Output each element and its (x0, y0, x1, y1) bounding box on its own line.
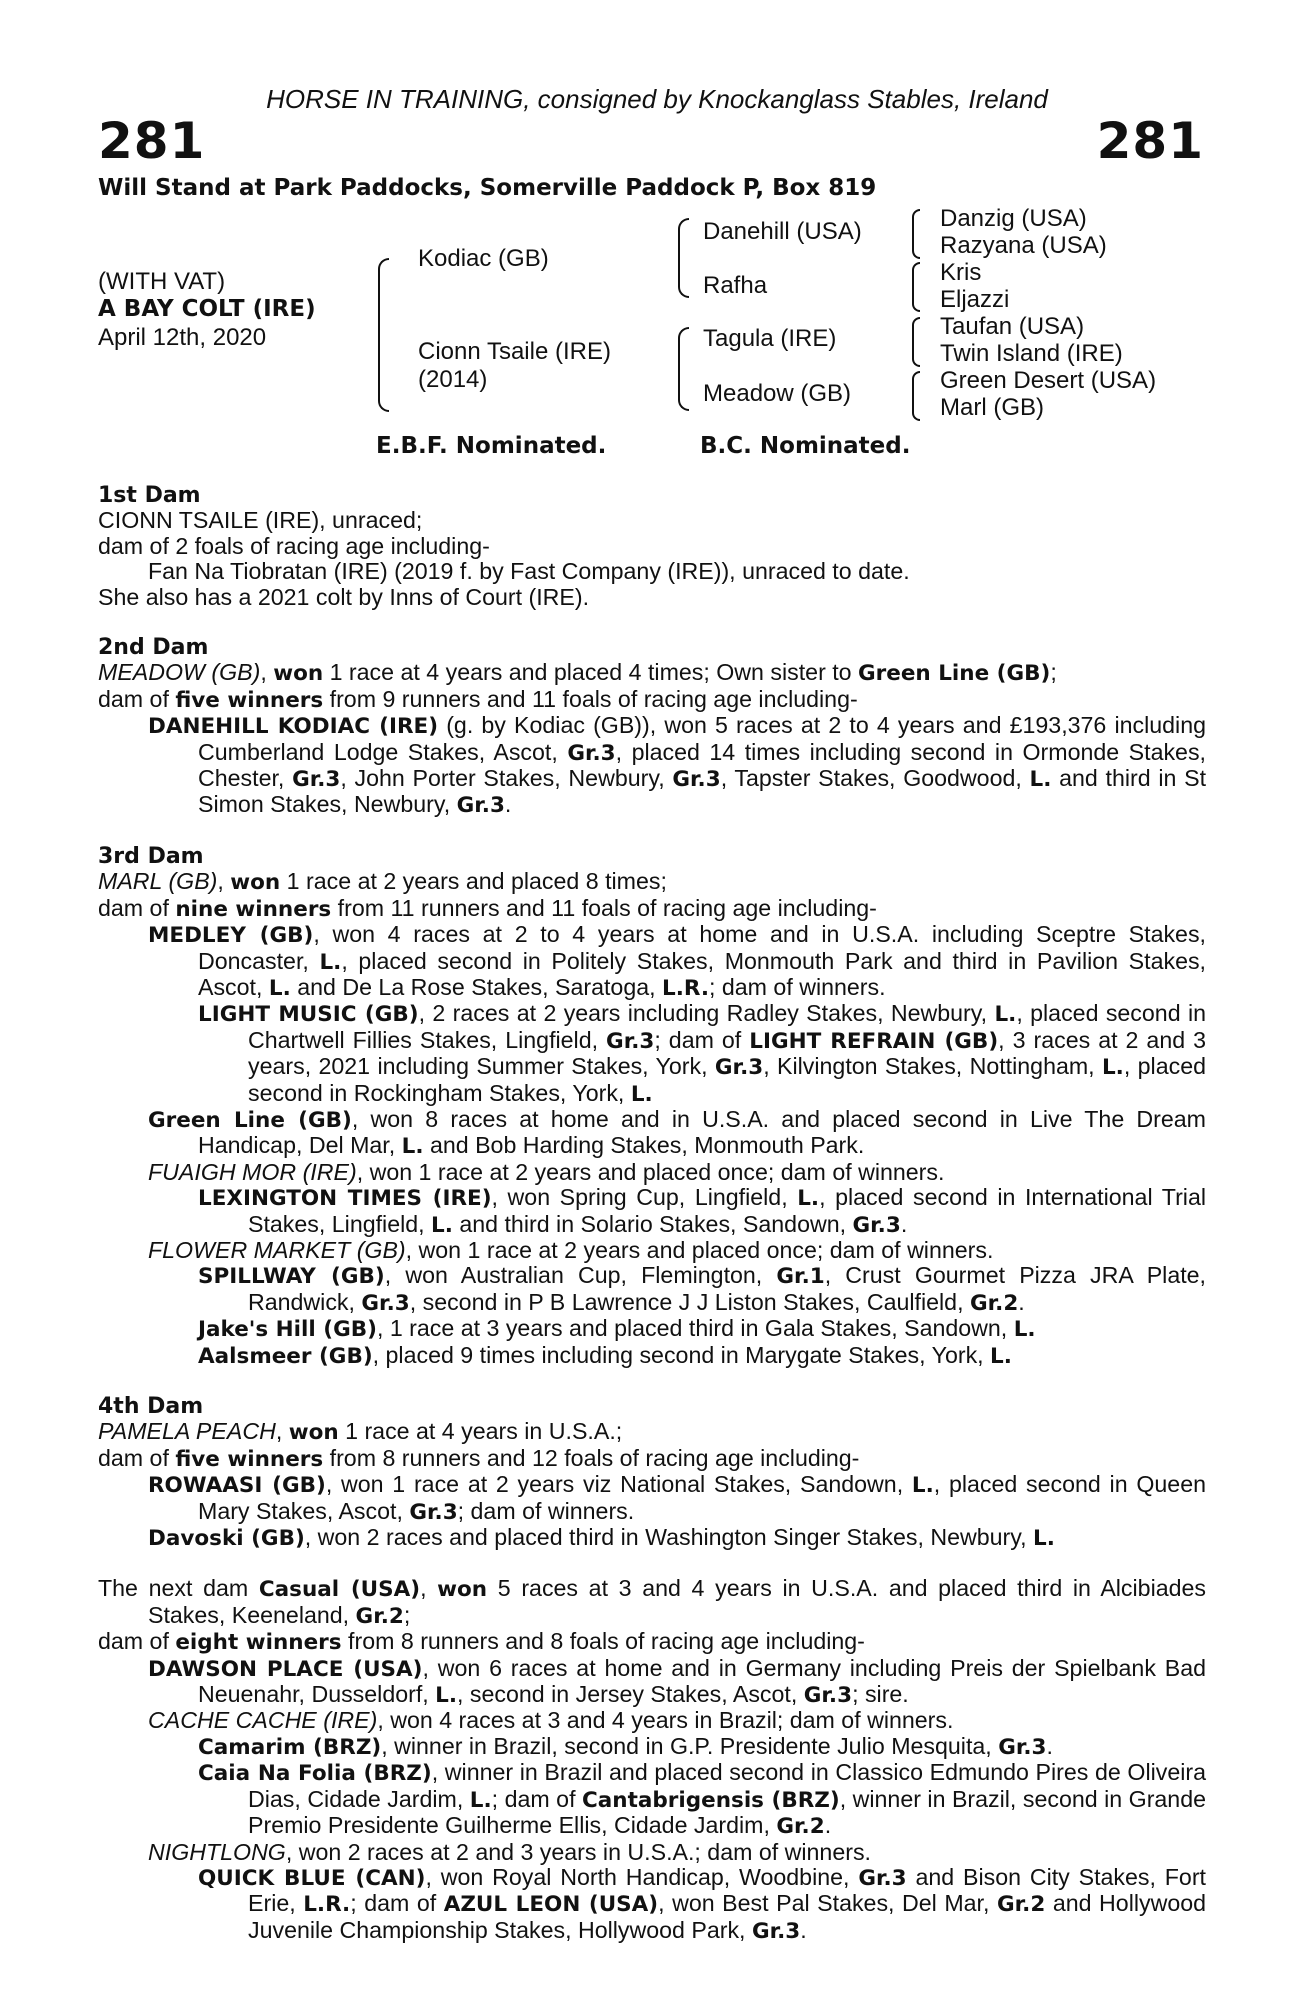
bc-nomination: B.C. Nominated. (700, 433, 911, 459)
second-dam-entry: MEADOW (GB), won 1 race at 4 years and placed 4 times; Own sister to Green Line (GB); (98, 659, 1057, 687)
fourth-dam-heading: 4th Dam (98, 1394, 204, 1419)
sire-sire: Danehill (USA) (703, 218, 862, 245)
dam-parents-bracket (678, 327, 689, 411)
progeny-entry: ROWAASI (GB), won 1 race at 2 years viz National Stakes, Sandown, L., placed second in Queen Mary Stakes, Ascot, Gr.3; dam of winners. (148, 1471, 1206, 1525)
grandsire-5: Taufan (USA) (940, 313, 1085, 340)
horse-name: A BAY COLT (IRE) (98, 296, 316, 322)
progeny-entry: LIGHT MUSIC (GB), 2 races at 2 years including Radley Stakes, Newbury, L., placed second in Chartwell Fillies Stakes, Lingfield, Gr.3; dam of LIGHT REFRAIN (GB), 3 races at 2 and 3 years, 2021 including Summer Stakes, York, Gr.3, Kilvington Stakes, Nottingham, L., placed second in Rockingham Stakes, York, L. (198, 1000, 1207, 1107)
grandsire-4: Eljazzi (940, 286, 1010, 313)
grandsire-1: Danzig (USA) (940, 205, 1087, 232)
progeny-entry: CACHE CACHE (IRE), won 4 races at 3 and 4 years in Brazil; dam of winners. (148, 1707, 954, 1734)
progeny-entry: FLOWER MARKET (GB), won 1 race at 2 years and placed once; dam of winners. (148, 1236, 994, 1263)
grandsire-7: Green Desert (USA) (940, 367, 1157, 394)
g-bracket-1 (912, 209, 920, 259)
progeny-entry: Aalsmeer (GB), placed 9 times including second in Marygate Stakes, York, L. (198, 1341, 1012, 1369)
sire-dam-bracket (378, 258, 389, 412)
first-dam-entry: CIONN TSAILE (IRE), unraced; (98, 507, 423, 534)
progeny-entry: Camarim (BRZ), winner in Brazil, second in G.P. Presidente Julio Mesquita, Gr.3. (198, 1732, 1053, 1760)
progeny-entry: Davoski (GB), won 2 races and placed third in Washington Singer Stakes, Newbury, L. (148, 1524, 1055, 1552)
progeny-entry: LEXINGTON TIMES (IRE), won Spring Cup, Lingfield, L., placed second in International Trial Stakes, Lingfield, L. and third in Solario Stakes, Sandown, Gr.3. (198, 1184, 1206, 1238)
third-dam-heading: 3rd Dam (98, 843, 204, 869)
sire-parents-bracket (678, 218, 689, 298)
dam-year: (2014) (418, 366, 488, 393)
dam-dam: Meadow (GB) (703, 380, 852, 407)
progeny-entry: QUICK BLUE (CAN), won Royal North Handicap, Woodbine, Gr.3 and Bison City Stakes, Fort Erie, L.R.; dam of AZUL LEON (USA), won Best Pal Stakes, Del Mar, Gr.2 and Hollywood Juvenile Championship Stakes, Hollywood Park, Gr.3. (198, 1863, 1207, 1944)
dam-name: Cionn Tsaile (IRE) (418, 338, 611, 365)
ebf-nomination: E.B.F. Nominated. (376, 433, 607, 459)
foaling-date: April 12th, 2020 (98, 324, 267, 351)
dam-sire: Tagula (IRE) (703, 325, 837, 352)
grandsire-6: Twin Island (IRE) (940, 340, 1123, 367)
g-bracket-2 (912, 262, 920, 312)
progeny-entry: SPILLWAY (GB), won Australian Cup, Flemington, Gr.1, Crust Gourmet Pizza JRA Plate, Randwick, Gr.3, second in P B Lawrence J J Liston Stakes, Caulfield, Gr.2. (198, 1262, 1206, 1316)
stand-location: Will Stand at Park Paddocks, Somerville Paddock P, Box 819 (98, 175, 877, 201)
next-dam-entry: The next dam Casual (USA), won 5 races at 3 and 4 years in U.S.A. and placed third in Alcibiades Stakes, Keeneland, Gr.2; (98, 1575, 1207, 1629)
sire-dam: Rafha (703, 272, 768, 299)
grandsire-2: Razyana (USA) (940, 232, 1107, 259)
progeny-entry: Fan Na Tiobratan (IRE) (2019 f. by Fast Company (IRE)), unraced to date. (148, 558, 910, 585)
grandsire-3: Kris (940, 259, 982, 286)
g-bracket-4 (912, 371, 920, 421)
progeny-entry: Jake's Hill (GB), 1 race at 3 years and placed third in Gala Stakes, Sandown, L. (198, 1315, 1036, 1343)
sire-name: Kodiac (GB) (418, 245, 549, 272)
progeny-entry: Green Line (GB), won 8 races at home and in U.S.A. and placed second in Live The Dream Handicap, Del Mar, L. and Bob Harding Stakes, Monmouth Park. (148, 1105, 1206, 1160)
family-notes: 1st Dam CIONN TSAILE (IRE), unraced; dam of 2 foals of racing age including- Fan Na Tiobratan (IRE) (2019 f. by Fast Company (IRE)), unraced to date. She also has a 2021 colt by Inns of Court (IRE). 2nd Dam MEADOW (GB), won 1 race at 4 years and placed 4 times; Own sister to Green Line (GB); dam of five winners from 9 runners and 11 foals of racing age including- DANEHILL KODIAC (IRE) (g. by Kodiac (GB)), won 5 races at 2 to 4 years and £193,376 including Cumberland Lodge Stakes, Ascot, Gr.3, placed 14 times including second in Ormonde Stakes, Chester, Gr.3, John Porter Stakes, Newbury, Gr.3, Tapster Stakes, Goodwood, L. and third in St Simon Stakes, Newbury, Gr.3. 3rd Dam MARL (GB), won 1 race at 2 years and placed 8 times; dam of nine winners from 11 runners and 11 foals of racing age including- MEDLEY (GB), won 4 races at 2 to 4 years at home and in U.S.A. including Sceptre Stakes, Doncaster, L., placed second in Politely Stakes, Monmouth Park and third in Pavilion Stakes, Ascot, L. and De La Rose Stakes, Saratoga, L.R.; dam of winners. LIGHT MUSIC (GB), 2 races at 2 years including Radley Stakes, Newbury, L., placed second in Chartwell Fillies Stakes, Lingfield, Gr.3; dam of LIGHT REFRAIN (GB), 3 races at 2 and 3 years, 2021 including Summer Stakes, York, Gr.3, Kilvington Stakes, Nottingham, L., placed second in Rockingham Stakes, York, L. Green Line (GB), won 8 races at home and in U.S.A. and placed second in Live The Dream Handicap, Del Mar, L. and Bob Harding Stakes, Monmouth Park. FUAIGH MOR (IRE), won 1 race at 2 years and placed once; dam of winners. LEXINGTON TIMES (IRE), won Spring Cup, Lingfield, L., placed second in International Trial Stakes, Lingfield, L. and third in Solario Stakes, Sandown, Gr.3. FLOWER MARKET (GB), won 1 race at 2 years and placed once; dam of winners. SPILLWAY (GB), won Australian Cup, Flemington, Gr.1, Crust Gourmet Pizza JRA Plate, Randwick, Gr.3, second in P B Lawrence J J Liston Stakes, Caulfield, Gr.2. Jake's Hill (GB), 1 race at 3 years and placed third in Gala Stakes, Sandown, L. Aalsmeer (GB), placed 9 times including second in Marygate Stakes, York, L. 4th Dam PAMELA PEACH, won 1 race at 4 years in U.S.A.; dam of five winners from 8 runners and 12 foals of racing age including- ROWAASI (GB), won 1 race at 2 years viz National Stakes, Sandown, L., placed second in Queen Mary Stakes, Ascot, Gr.3; dam of winners. Davoski (GB), won 2 races and placed third in Washington Singer Stakes, Newbury, L. The next dam Casual (USA), won 5 races at 3 and 4 years in U.S.A. and placed third in Alcibiades Stakes, Keeneland, Gr.2; dam of eight winners from 8 runners and 8 foals of racing age including- DAWSON PLACE (USA), won 6 races at home and in Germany including Preis der Spielbank Bad Neuenahr, Dusseldorf, L., second in Jersey Stakes, Ascot, Gr.3; sire. CACHE CACHE (IRE), won 4 races at 3 and 4 years in Brazil; dam of winners. Camarim (BRZ), winner in Brazil, second in G.P. Presidente Julio Mesquita, Gr.3. Caia Na Folia (BRZ), winner in Brazil and placed second in Classico Edmundo Pires de Oliveira Dias, Cidade Jardim, L.; dam of Cantabrigensis (BRZ), winner in Brazil, second in Grande Premio Presidente Guilherme Ellis, Cidade Jardim, Gr.2. NIGHTLONG, won 2 races at 2 and 3 years in U.S.A.; dam of winners. QUICK BLUE (CAN), won Royal North Handicap, Woodbine, Gr.3 and Bison City Stakes, Fort Erie, L.R.; dam of AZUL LEON (USA), won Best Pal Stakes, Del Mar, Gr.2 and Hollywood Juvenile Championship Stakes, Hollywood Park, Gr.3. (98, 483, 1207, 1944)
third-dam-entry: MARL (GB), won 1 race at 2 years and placed 8 times; (98, 868, 667, 896)
g-bracket-3 (912, 317, 920, 367)
first-dam-heading: 1st Dam (98, 483, 201, 508)
progeny-entry: NIGHTLONG, won 2 races at 2 and 3 years in U.S.A.; dam of winners. (148, 1838, 871, 1865)
vat-note: (WITH VAT) (98, 268, 226, 295)
progeny-entry: FUAIGH MOR (IRE), won 1 race at 2 years and placed once; dam of winners. (148, 1158, 945, 1185)
progeny-entry: Caia Na Folia (BRZ), winner in Brazil and placed second in Classico Edmundo Pires de Oliveira Dias, Cidade Jardim, L.; dam of Cantabrigensis (BRZ), winner in Brazil, second in Grande Premio Presidente Guilherme Ellis, Cidade Jardim, Gr.2. (198, 1759, 1207, 1840)
second-dam-heading: 2nd Dam (98, 635, 209, 661)
consignment-line: HORSE IN TRAINING, consigned by Knockanglass Stables, Ireland (266, 84, 1048, 114)
lot-number-left: 281 (98, 112, 206, 170)
lot-number-right: 281 (1096, 112, 1204, 170)
fourth-dam-entry: PAMELA PEACH, won 1 race at 4 years in U.S.A.; (98, 1418, 623, 1446)
progeny-entry: DANEHILL KODIAC (IRE) (g. by Kodiac (GB)), won 5 races at 2 to 4 years and £193,376 including Cumberland Lodge Stakes, Ascot, Gr.3, placed 14 times including second in Ormonde Stakes, Chester, Gr.3, John Porter Stakes, Newbury, Gr.3, Tapster Stakes, Goodwood, L. and third in St Simon Stakes, Newbury, Gr.3. (148, 712, 1207, 819)
grandsire-8: Marl (GB) (940, 394, 1044, 421)
progeny-entry: MEDLEY (GB), won 4 races at 2 to 4 years at home and in U.S.A. including Sceptre Stakes, Doncaster, L., placed second in Politely Stakes, Monmouth Park and third in Pavilion Stakes, Ascot, L. and De La Rose Stakes, Saratoga, L.R.; dam of winners. (148, 921, 1206, 1001)
progeny-entry: DAWSON PLACE (USA), won 6 races at home and in Germany including Preis der Spielbank Bad Neuenahr, Dusseldorf, L., second in Jersey Stakes, Ascot, Gr.3; sire. (148, 1654, 1206, 1709)
